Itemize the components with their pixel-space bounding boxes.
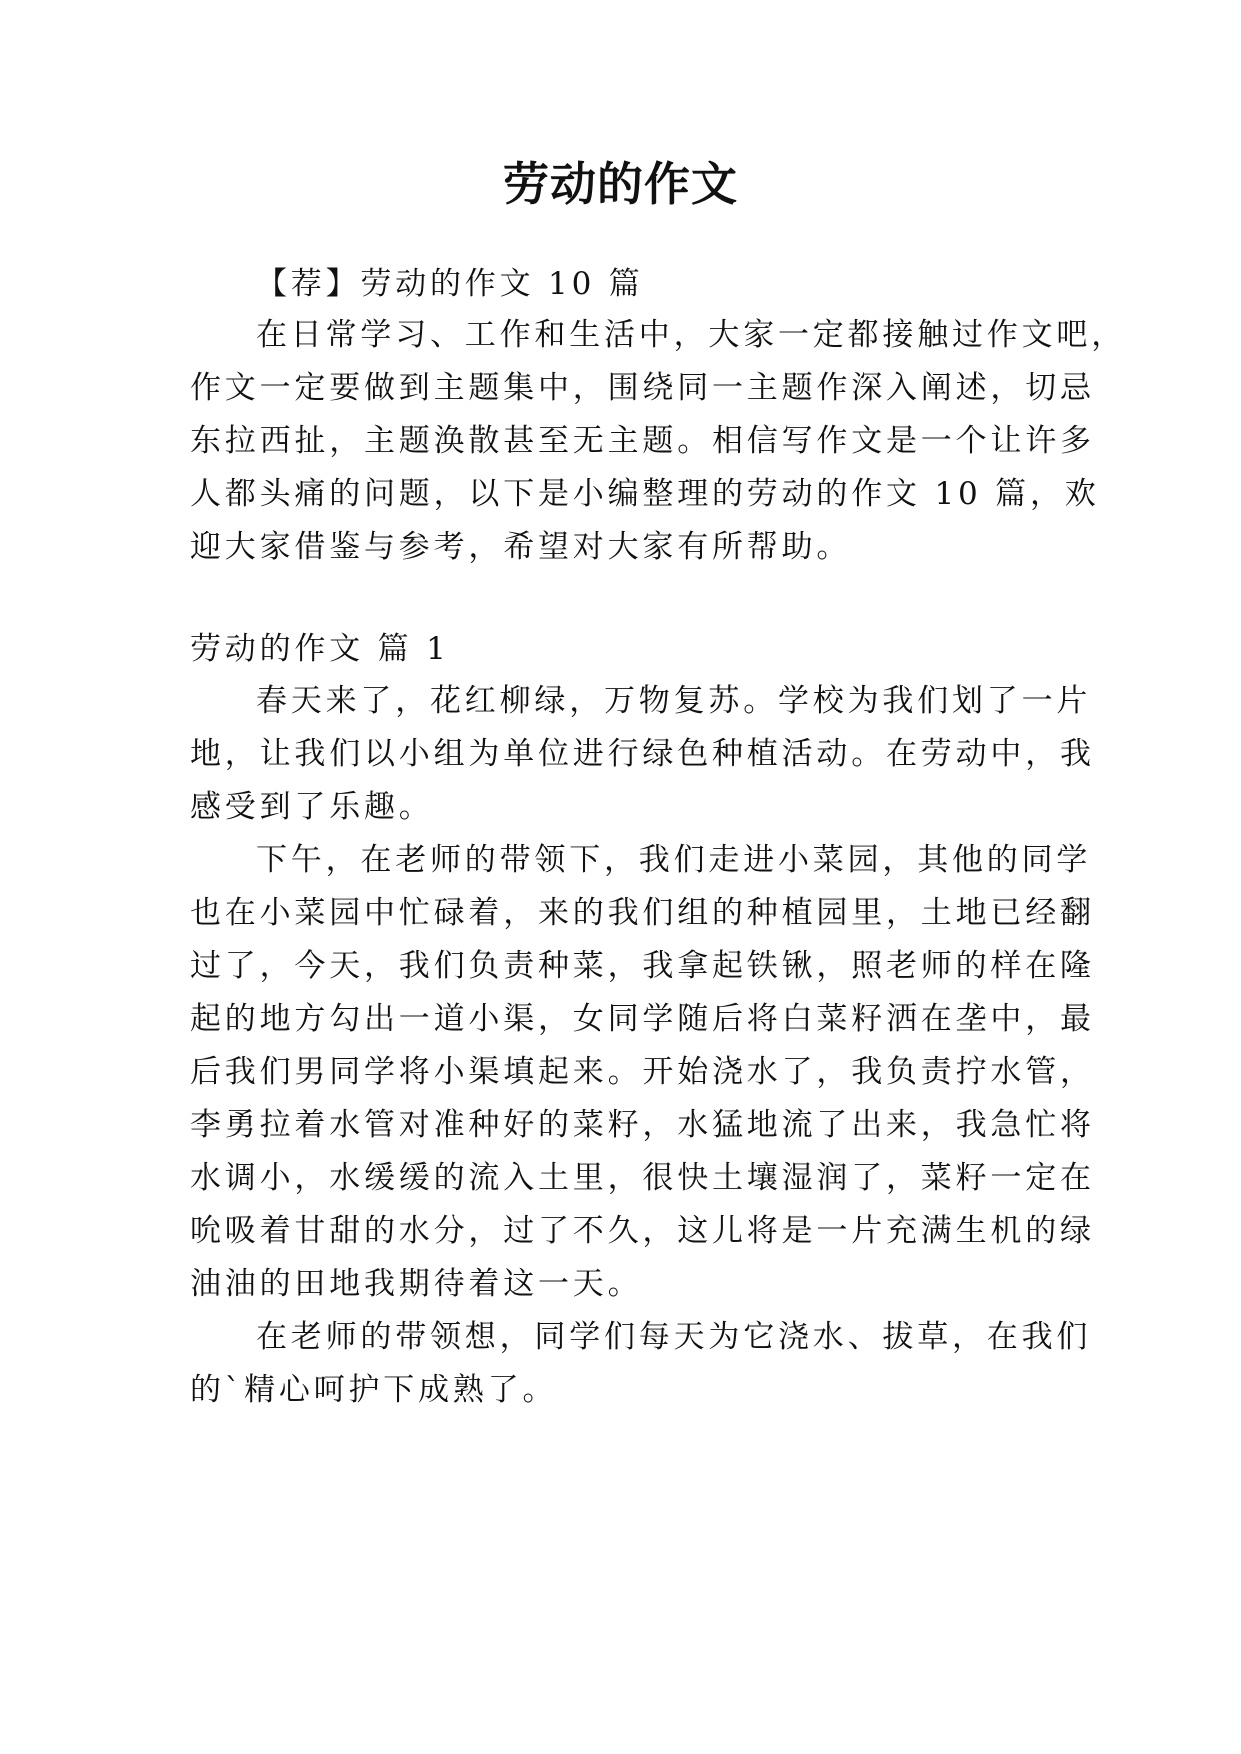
intro-line-4: 人都头痛的问题，以下是小编整理的劳动的作文 10 篇，欢 bbox=[190, 476, 1100, 512]
intro-line-1: 在日常学习、工作和生活中，大家一定都接触过作文吧， bbox=[256, 317, 1126, 353]
paragraph2-line-2: 也在小菜园中忙碌着，来的我们组的种植园里，土地已经翻 bbox=[190, 895, 1095, 931]
paragraph3-line-1: 在老师的带领想，同学们每天为它浇水、拔草，在我们 bbox=[256, 1319, 1092, 1355]
paragraph2-line-6: 李勇拉着水管对准种好的菜籽，水猛地流了出来，我急忙将 bbox=[190, 1107, 1095, 1143]
paragraph2-line-7: 水调小，水缓缓的流入土里，很快土壤湿润了，菜籽一定在 bbox=[190, 1160, 1095, 1196]
paragraph2-line-4: 起的地方勾出一道小渠，女同学随后将白菜籽洒在垄中，最 bbox=[190, 1001, 1095, 1037]
document-title: 劳动的作文 bbox=[503, 157, 738, 211]
paragraph2-line-9: 油油的田地我期待着这一天。 bbox=[190, 1266, 643, 1302]
paragraph3-line-2: 的`精心呵护下成熟了。 bbox=[190, 1372, 558, 1408]
document-subtitle: 【荐】劳动的作文 10 篇 bbox=[256, 266, 644, 302]
intro-line-3: 东拉西扯，主题涣散甚至无主题。相信写作文是一个让许多 bbox=[190, 423, 1095, 459]
paragraph1-line-2: 地，让我们以小组为单位进行绿色种植活动。在劳动中，我 bbox=[190, 736, 1095, 772]
paragraph2-line-1: 下午，在老师的带领下，我们走进小菜园，其他的同学 bbox=[256, 842, 1092, 878]
paragraph1-line-3: 感受到了乐趣。 bbox=[190, 789, 434, 825]
section-heading: 劳动的作文 篇 1 bbox=[190, 631, 450, 667]
intro-line-2: 作文一定要做到主题集中，围绕同一主题作深入阐述，切忌 bbox=[190, 370, 1095, 406]
paragraph1-line-1: 春天来了，花红柳绿，万物复苏。学校为我们划了一片 bbox=[256, 683, 1092, 719]
paragraph2-line-3: 过了，今天，我们负责种菜，我拿起铁锹，照老师的样在隆 bbox=[190, 948, 1095, 984]
paragraph2-line-8: 吮吸着甘甜的水分，过了不久，这儿将是一片充满生机的绿 bbox=[190, 1213, 1095, 1249]
paragraph2-line-5: 后我们男同学将小渠填起来。开始浇水了，我负责拧水管， bbox=[190, 1054, 1095, 1090]
intro-line-5: 迎大家借鉴与参考，希望对大家有所帮助。 bbox=[190, 529, 852, 565]
